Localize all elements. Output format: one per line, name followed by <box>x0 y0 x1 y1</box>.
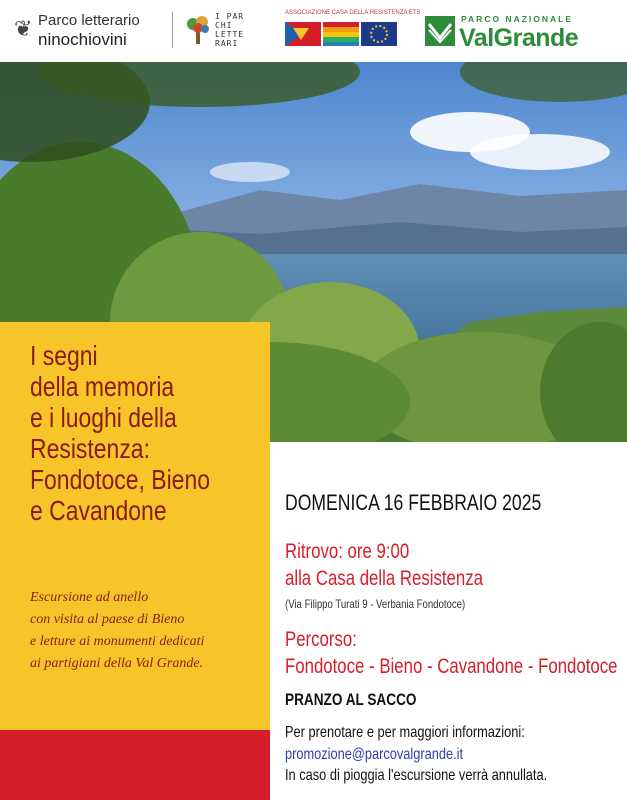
logo1-line2: ninochiovini <box>38 30 127 49</box>
rain-cancellation-note: In caso di pioggia l'escursione verrà annullata. <box>285 767 548 784</box>
title-line-5: Fondotoce, Bieno <box>30 464 210 495</box>
casa-resistenza-logo <box>285 10 421 52</box>
meeting-place: alla Casa della Resistenza <box>285 567 483 590</box>
parco-valgrande-logo <box>425 12 610 52</box>
logo-divider <box>172 12 173 48</box>
title-line-1: I segni <box>30 340 98 371</box>
description-line-3: e letture ai monumenti dedicati <box>30 634 205 649</box>
booking-info: Per prenotare e per maggiori informazioni: <box>285 724 525 741</box>
logo1-line1: Parco letterario <box>38 12 140 29</box>
route-text: Fondotoce - Bieno - Cavandone - Fondotoce <box>285 655 618 678</box>
logo4-top: PARCO NAZIONALE <box>461 14 574 24</box>
title-line-4: Resistenza: <box>30 433 150 464</box>
event-date: DOMENICA 16 FEBBRAIO 2025 <box>285 490 542 515</box>
title-line-3: e i luoghi della <box>30 402 177 433</box>
meeting-time: Ritrovo: ore 9:00 <box>285 540 410 563</box>
meeting-address: (Via Filippo Turati 9 - Verbania Fondotoce) <box>285 597 466 611</box>
logo2-word-3: LETTE <box>215 30 245 39</box>
description-line-1: Escursione ad anello <box>30 590 149 605</box>
parco-letterario-logo <box>14 10 179 52</box>
excursion-description <box>30 587 270 675</box>
logo2-word-1: I PAR <box>215 12 245 21</box>
logo2-word-4: RARI <box>215 39 239 48</box>
description-line-4: ai partigiani della Val Grande. <box>30 656 204 671</box>
contact-email-link[interactable]: promozione@parcovalgrande.it <box>285 746 464 763</box>
title-line-2: della memoria <box>30 371 175 402</box>
lunch-note: PRANZO AL SACCO <box>285 690 417 709</box>
quill-icon: ❦ <box>14 16 33 41</box>
logo2-word-2: CHI <box>215 21 233 30</box>
route-label: Percorso: <box>285 628 357 651</box>
flags-icon <box>285 22 397 46</box>
park-emblem-icon <box>425 16 455 46</box>
logo3-caption: ASSOCIAZIONE CASA DELLA RESISTENZA ETS <box>285 10 421 16</box>
poster-title <box>30 340 227 526</box>
description-line-2: con visita al paese di Bieno <box>30 612 185 627</box>
title-line-6: e Cavandone <box>30 495 167 526</box>
logo4-name: ValGrande <box>459 24 579 52</box>
tree-icon <box>185 14 211 44</box>
parchi-letterari-logo <box>185 10 255 50</box>
logo-header <box>0 0 627 62</box>
red-band <box>0 730 270 800</box>
